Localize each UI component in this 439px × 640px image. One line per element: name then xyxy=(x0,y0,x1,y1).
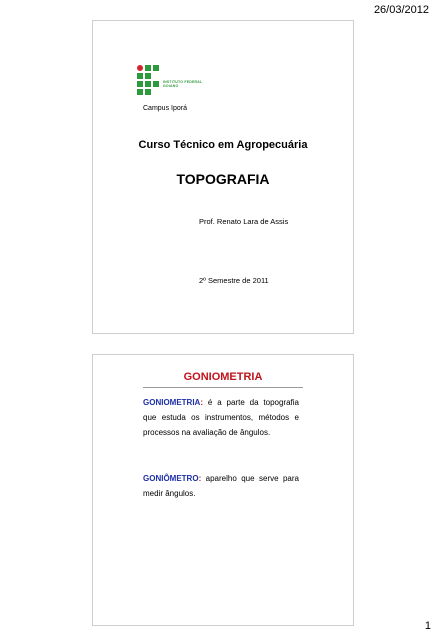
logo-wordmark: INSTITUTO FEDERAL GOIANO xyxy=(163,80,203,88)
definition-goniometria: GONIOMETRIA: é a parte da topografia que estuda os instrumentos, métodos e processos na avaliação de ângulos. xyxy=(143,398,299,437)
professor-name: Prof. Renato Lara de Assis xyxy=(199,217,289,226)
definition-goniometro: GONIÔMETRO: aparelho que serve para medir ângulos. xyxy=(143,474,299,498)
slide-title xyxy=(92,20,354,334)
semester-label: 2º Semestre de 2011 xyxy=(199,276,269,285)
definition-text: é a parte da topografia que estuda os instrumentos, métodos e processos na avaliação de ângulos. xyxy=(143,398,299,437)
page-number: 1 xyxy=(424,620,431,632)
term-goniometro: GONIÔMETRO xyxy=(143,474,199,483)
institution-logo xyxy=(137,65,257,125)
slide-heading: TOPOGRAFIA xyxy=(176,171,270,187)
document-date: 26/03/2012 xyxy=(373,4,429,16)
heading-divider xyxy=(143,387,303,388)
definition-text: aparelho que serve para medir ângulos. xyxy=(143,474,299,498)
logo-grid-icon xyxy=(137,65,159,95)
course-name: Curso Técnico em Agropecuária xyxy=(138,139,308,151)
slide2-heading: GONIOMETRIA xyxy=(183,371,263,383)
slide-goniometria xyxy=(92,354,354,626)
campus-name: Campus Iporá xyxy=(143,105,187,112)
term-goniometria: GONIOMETRIA xyxy=(143,398,201,407)
